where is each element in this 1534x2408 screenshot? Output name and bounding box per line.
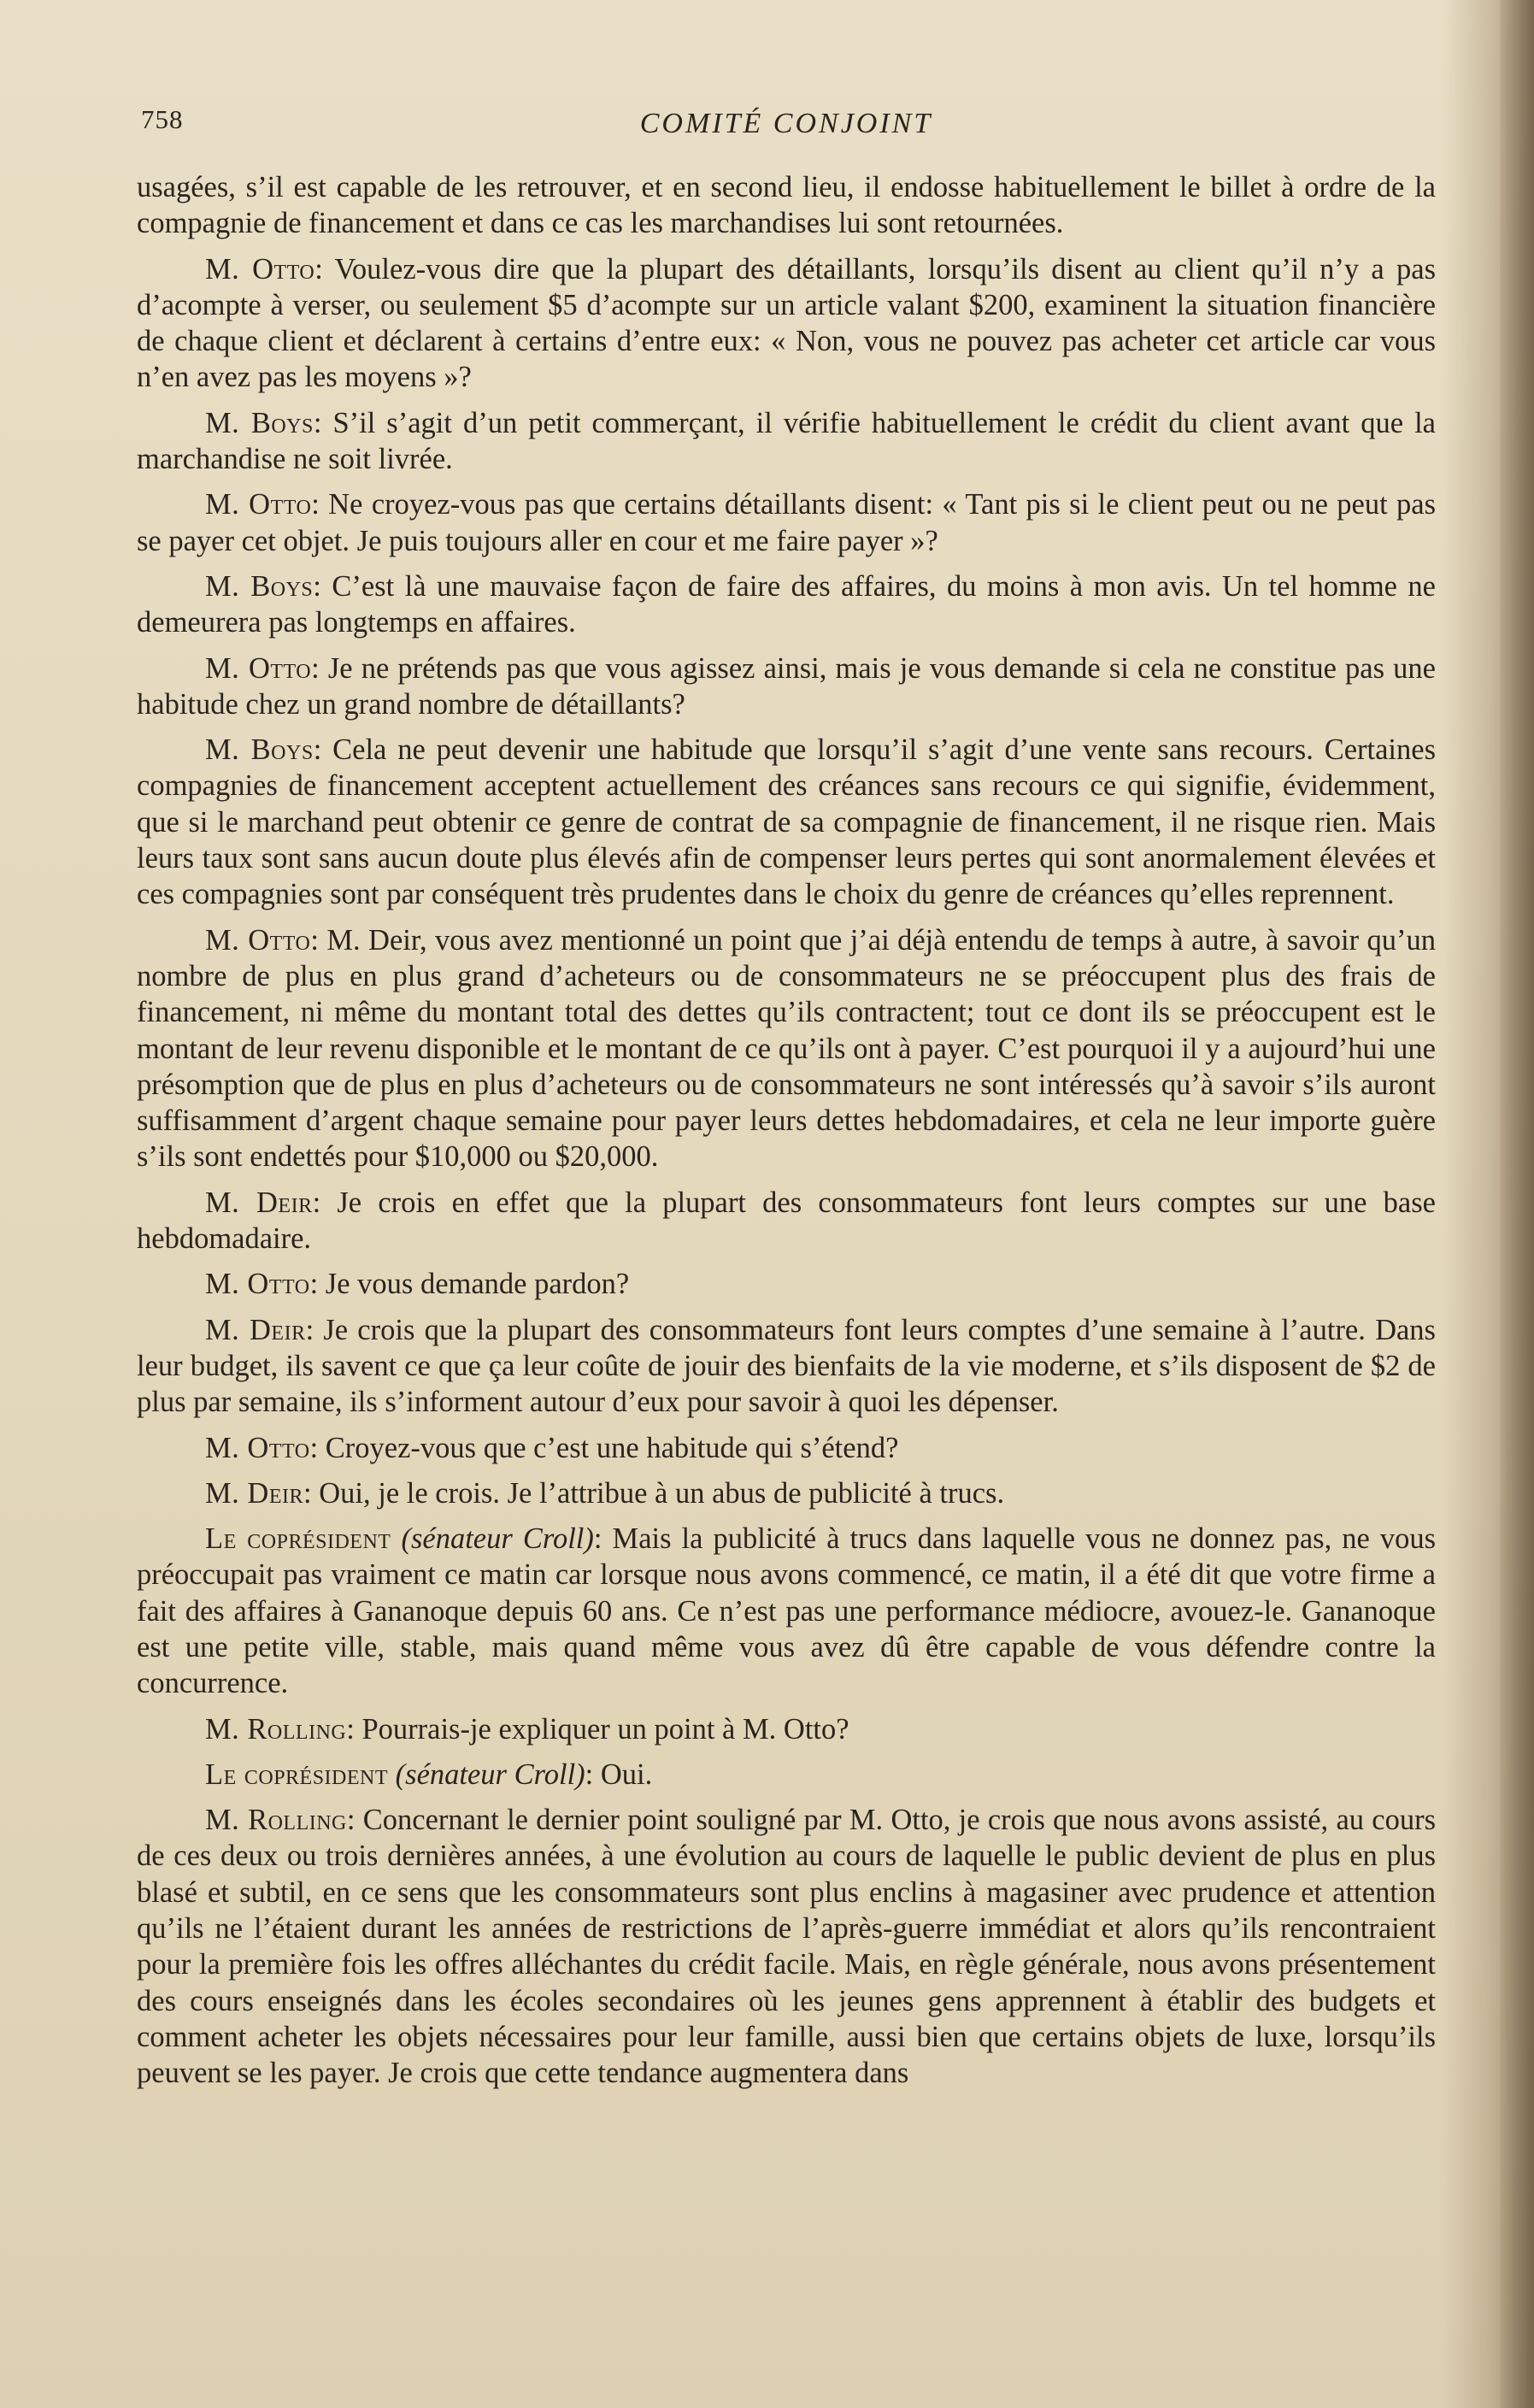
running-head [141, 104, 1431, 156]
paragraph-text: Oui. [593, 1757, 653, 1791]
paragraph-text: Je vous demande pardon? [318, 1268, 630, 1301]
paragraph-text: S’il s’agit d’un petit commerçant, il vérifie habituellement le crédit du client avant que la marchandise ne soit livrée. [137, 406, 1436, 476]
transcript-paragraph [137, 568, 1436, 641]
transcript-paragraph [137, 1802, 1436, 2091]
paragraph-text: Cela ne peut devenir une habitude que lorsqu’il s’agit d’une vente sans recours. Certaines compagnies de financement acceptent actuellement des créances sans recours ce qui signifie, évidemment, que si le marchand peut obtenir ce genre de contrat de sa compagnie de financement, il ne risque rien. Mais leurs taux sont sans aucun doute plus élevés afin de compenser leurs pertes qui sont anormalement élevées et ces compagnies sont par conséquent très prudentes dans le choix du genre de créances qu’elles reprennent. [137, 733, 1436, 911]
paragraph-text: Pourrais-je expliquer un point à M. Otto? [354, 1712, 849, 1746]
speaker-colon: : [305, 1313, 314, 1346]
speaker-colon: : [312, 1186, 321, 1219]
paragraph-text: usagées, s’il est capable de les retrouver, et en second lieu, il endosse habituellement le billet à ordre de la compagnie de financement et dans ce cas les marchandises lui sont retournées. [137, 171, 1436, 240]
transcript-paragraph [137, 486, 1436, 559]
speaker-colon: : [346, 1804, 356, 1837]
speaker-name: M. Boys [205, 406, 314, 439]
speaker-colon: : [311, 651, 320, 685]
transcript-paragraph [137, 1711, 1436, 1747]
speaker-colon: : [313, 733, 322, 767]
speaker-aside: (sénateur Croll) [391, 1522, 594, 1556]
speaker-name: M. Deir [205, 1476, 304, 1510]
speaker-name: M. Deir [205, 1186, 313, 1219]
page-number: 758 [141, 104, 184, 134]
paragraph-text: Voulez-vous dire que la plupart des détaillants, lorsqu’ils disent au client qu’il n’y a pas d’acompte à verser, ou seulement $5 d’acompte sur un article valant $200, examinent la situation financière de chaque client et déclarent à certains d’entre eux: « Non, vous ne pouvez pas acheter cet article car vous n’en avez pas les moyens »? [137, 252, 1436, 394]
speaker-colon: : [314, 252, 323, 286]
speaker-colon: : [303, 1476, 312, 1510]
running-title: COMITÉ CONJOINT [639, 108, 933, 139]
speaker-name: M. Otto [205, 488, 312, 521]
speaker-name: M. Rolling [205, 1712, 347, 1746]
speaker-colon: : [346, 1712, 355, 1746]
speaker-name: M. Rolling [205, 1804, 347, 1837]
paragraph-text: Ne croyez-vous pas que certains détaillants disent: « Tant pis si le client peut ou ne peut pas se payer cet objet. Je puis toujours aller en cour et me faire payer »? [137, 488, 1436, 557]
speaker-colon: : [309, 1431, 319, 1464]
paragraph-text: Je crois en effet que la plupart des consommateurs font leurs comptes sur une base hebdomadaire. [137, 1186, 1436, 1256]
speaker-name: M. Otto [205, 1431, 310, 1464]
transcript-paragraph [137, 1475, 1436, 1511]
speaker-name: M. Otto [205, 651, 312, 685]
speaker-colon: : [313, 406, 322, 439]
speaker-name: Le coprésident [205, 1522, 391, 1556]
speaker-colon: : [585, 1757, 594, 1791]
transcript-paragraph [137, 922, 1436, 1175]
speaker-colon: : [313, 569, 321, 603]
transcript-paragraph [137, 1757, 1436, 1793]
transcript-paragraph [137, 251, 1436, 396]
speaker-colon: : [593, 1522, 602, 1556]
transcript-body [137, 169, 1436, 2101]
speaker-name: M. Boys [205, 569, 314, 603]
transcript-paragraph [137, 651, 1436, 723]
transcript-paragraph [137, 1185, 1436, 1257]
transcript-paragraph [137, 1266, 1436, 1302]
paragraph-text: Croyez-vous que c’est une habitude qui s’étend? [318, 1431, 899, 1464]
speaker-name: M. Deir [205, 1313, 306, 1346]
speaker-name: M. Otto [205, 923, 311, 957]
speaker-name: M. Otto [205, 1268, 310, 1301]
paragraph-text: Je crois que la plupart des consommateurs font leurs comptes d’une semaine à l’autre. Dans leur budget, ils savent ce que ça leur coûte de jouir des bienfaits de la vie moderne, et s’ils disposent de $2 de plus par semaine, ils s’informent autour d’eux pour savoir à quoi les dépenser. [137, 1313, 1436, 1419]
transcript-paragraph [137, 1312, 1436, 1421]
transcript-paragraph [137, 169, 1436, 242]
speaker-name: Le coprésident [205, 1757, 389, 1791]
binding-edge [1500, 0, 1534, 2408]
paragraph-text: Je ne prétends pas que vous agissez ainsi, mais je vous demande si cela ne constitue pas une habitude chez un grand nombre de détaillants? [137, 651, 1436, 721]
transcript-paragraph [137, 1521, 1436, 1701]
transcript-paragraph [137, 732, 1436, 912]
paragraph-text: Mais la publicité à trucs dans laquelle vous ne donnez pas, ne vous préoccupait pas vraiment ce matin car lorsque nous avons commencé, ce matin, il a été dit que votre firme a fait des affaires à Gananoque depuis 60 ans. Ce n’est pas une performance médiocre, avouez-le. Gananoque est une petite ville, stable, mais quand même vous avez dû être capable de vous défendre contre la concurrence. [137, 1522, 1437, 1700]
paragraph-text: Concernant le dernier point souligné par M. Otto, je crois que nous avons assisté, au cours de ces deux ou trois dernières années, à une évolution au cours de laquelle le public devient de plus en plus blasé et subtil, en ce sens que les consommateurs sont plus enclins à magasiner avec prudence et attention qu’ils ne l’étaient durant les années de restrictions de l’après-guerre immédiat et alors qu’ils rencontraient pour la première fois les offres alléchantes du crédit facile. Mais, en règle générale, nous avons présentement des cours enseignés dans les écoles secondaires où les jeunes gens apprennent à établir des budgets et comment acheter les objets nécessaires pour leur famille, aussi bien que certains objets de luxe, lorsqu’ils peuvent se les payer. Je crois que cette tendance augmentera dans [137, 1804, 1437, 2090]
speaker-colon: : [310, 923, 319, 957]
transcript-paragraph [137, 1430, 1436, 1466]
paragraph-text: Oui, je le crois. Je l’attribue à un abus de publicité à trucs. [311, 1476, 1005, 1510]
speaker-name: M. Boys [205, 733, 314, 767]
speaker-colon: : [309, 1268, 319, 1301]
paragraph-text: M. Deir, vous avez mentionné un point que j’ai déjà entendu de temps à autre, à savoir qu’un nombre de plus en plus grand d’acheteurs ou de consommateurs ne se préoccupent plus des frais de financement, ni même du montant total des dettes qu’ils contractent; tout ce dont ils se préoccupent est le montant de leur revenu disponible et le montant de ce qu’ils ont à payer. C’est pourquoi il y a aujourd’hui une présomption que de plus en plus d’acheteurs ou de consommateurs ne sont intéressés qu’à savoir s’ils auront suffisamment d’argent chaque semaine pour payer leurs dettes hebdomadaires, et cela ne leur importe guère s’ils sont endettés pour $10,000 ou $20,000. [137, 923, 1436, 1174]
paragraph-text: C’est là une mauvaise façon de faire des affaires, du moins à mon avis. Un tel homme ne demeurera pas longtemps en affaires. [137, 569, 1436, 639]
speaker-name: M. Otto [205, 252, 315, 286]
speaker-aside: (sénateur Croll) [388, 1757, 585, 1791]
transcript-paragraph [137, 405, 1436, 478]
speaker-colon: : [311, 488, 320, 521]
